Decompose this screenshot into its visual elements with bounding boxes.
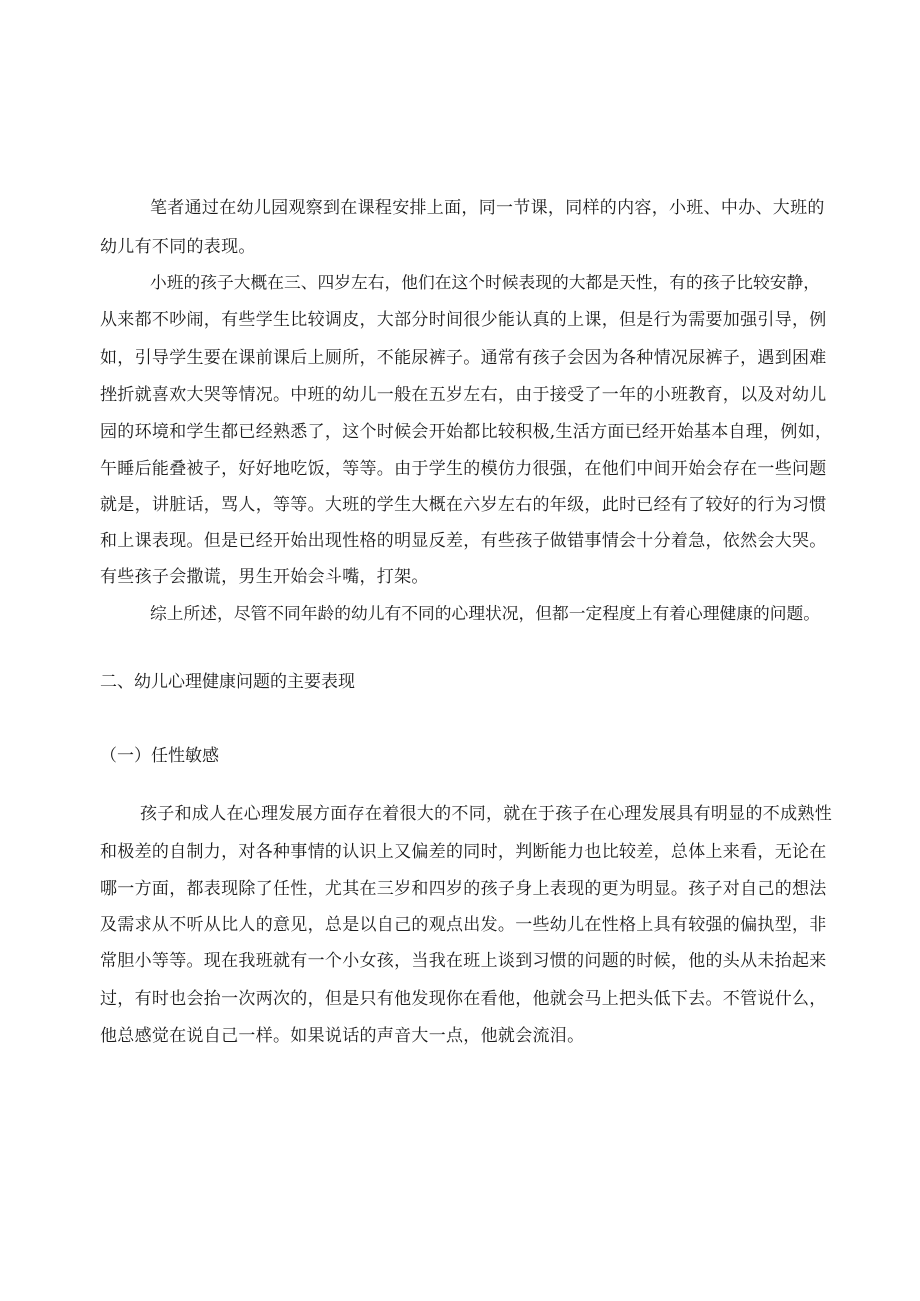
subsection-line-1: 孩子和成人在心理发展方面存在着很大的不同，就在于孩子在心理发展具有明显的不成熟性 — [140, 804, 832, 824]
subsection-line-2: 和极差的自制力，对各种事情的认识上又偏差的同时，判断能力也比较差，总体上来看，无论在 — [100, 842, 827, 862]
section-heading: 二、幼儿心理健康问题的主要表现 — [100, 672, 355, 692]
classes-line-6: 午睡后能叠被子，好好地吃饭，等等。由于学生的模仿力很强，在他们中间开始会存在一些问题 — [100, 459, 827, 479]
classes-line-7: 就是，讲脏话，骂人，等等。大班的学生大概在六岁左右的年级，此时已经有了较好的行为习惯 — [100, 495, 827, 515]
summary-line-1: 综上所述，尽管不同年龄的幼儿有不同的心理状况，但都一定程度上有着心理健康的问题。 — [150, 603, 821, 623]
classes-line-9: 有些孩子会撒谎，男生开始会斗嘴，打架。 — [100, 567, 429, 587]
subsection-line-6: 过，有时也会抬一次两次的，但是只有他发现你在看他，他就会马上把头低下去。不管说什么， — [100, 989, 827, 1009]
subsection-line-5: 常胆小等等。现在我班就有一个小女孩，当我在班上谈到习惯的问题的时候，他的头从未抬起来 — [100, 951, 827, 971]
classes-line-5: 园的环境和学生都已经熟悉了，这个时候会开始都比较积极,生活方面已经开始基本自理，例如， — [100, 422, 833, 442]
subsection-line-3: 哪一方面，都表现除了任性，尤其在三岁和四岁的孩子身上表现的更为明显。孩子对自己的想法 — [100, 879, 827, 899]
intro-line-1: 笔者通过在幼儿园观察到在课程安排上面，同一节课，同样的内容，小班、中办、大班的 — [150, 198, 825, 218]
classes-line-1: 小班的孩子大概在三、四岁左右，他们在这个时候表现的大都是天性，有的孩子比较安静， — [150, 272, 821, 292]
classes-line-4: 挫折就喜欢大哭等情况。中班的幼儿一般在五岁左右，由于接受了一年的小班教育，以及对幼儿 — [100, 385, 827, 405]
subsection-line-7: 他总感觉在说自己一样。如果说话的声音大一点，他就会流泪。 — [100, 1026, 585, 1046]
subsection-heading: （一）任性敏感 — [100, 746, 219, 766]
classes-line-3: 如，引导学生要在课前课后上厕所，不能尿裤子。通常有孩子会因为各种情况尿裤子，遇到困难 — [100, 348, 827, 368]
intro-line-2: 幼儿有不同的表现。 — [100, 237, 256, 257]
classes-line-8: 和上课表现。但是已经开始出现性格的明显反差，有些孩子做错事情会十分着急，依然会大哭。 — [100, 531, 827, 551]
classes-line-2: 从来都不吵闹，有些学生比较调皮，大部分时间很少能认真的上课，但是行为需要加强引导，例 — [100, 310, 827, 330]
subsection-line-4: 及需求从不听从比人的意见，总是以自己的观点出发。一些幼儿在性格上具有较强的偏执型，非 — [100, 915, 827, 935]
